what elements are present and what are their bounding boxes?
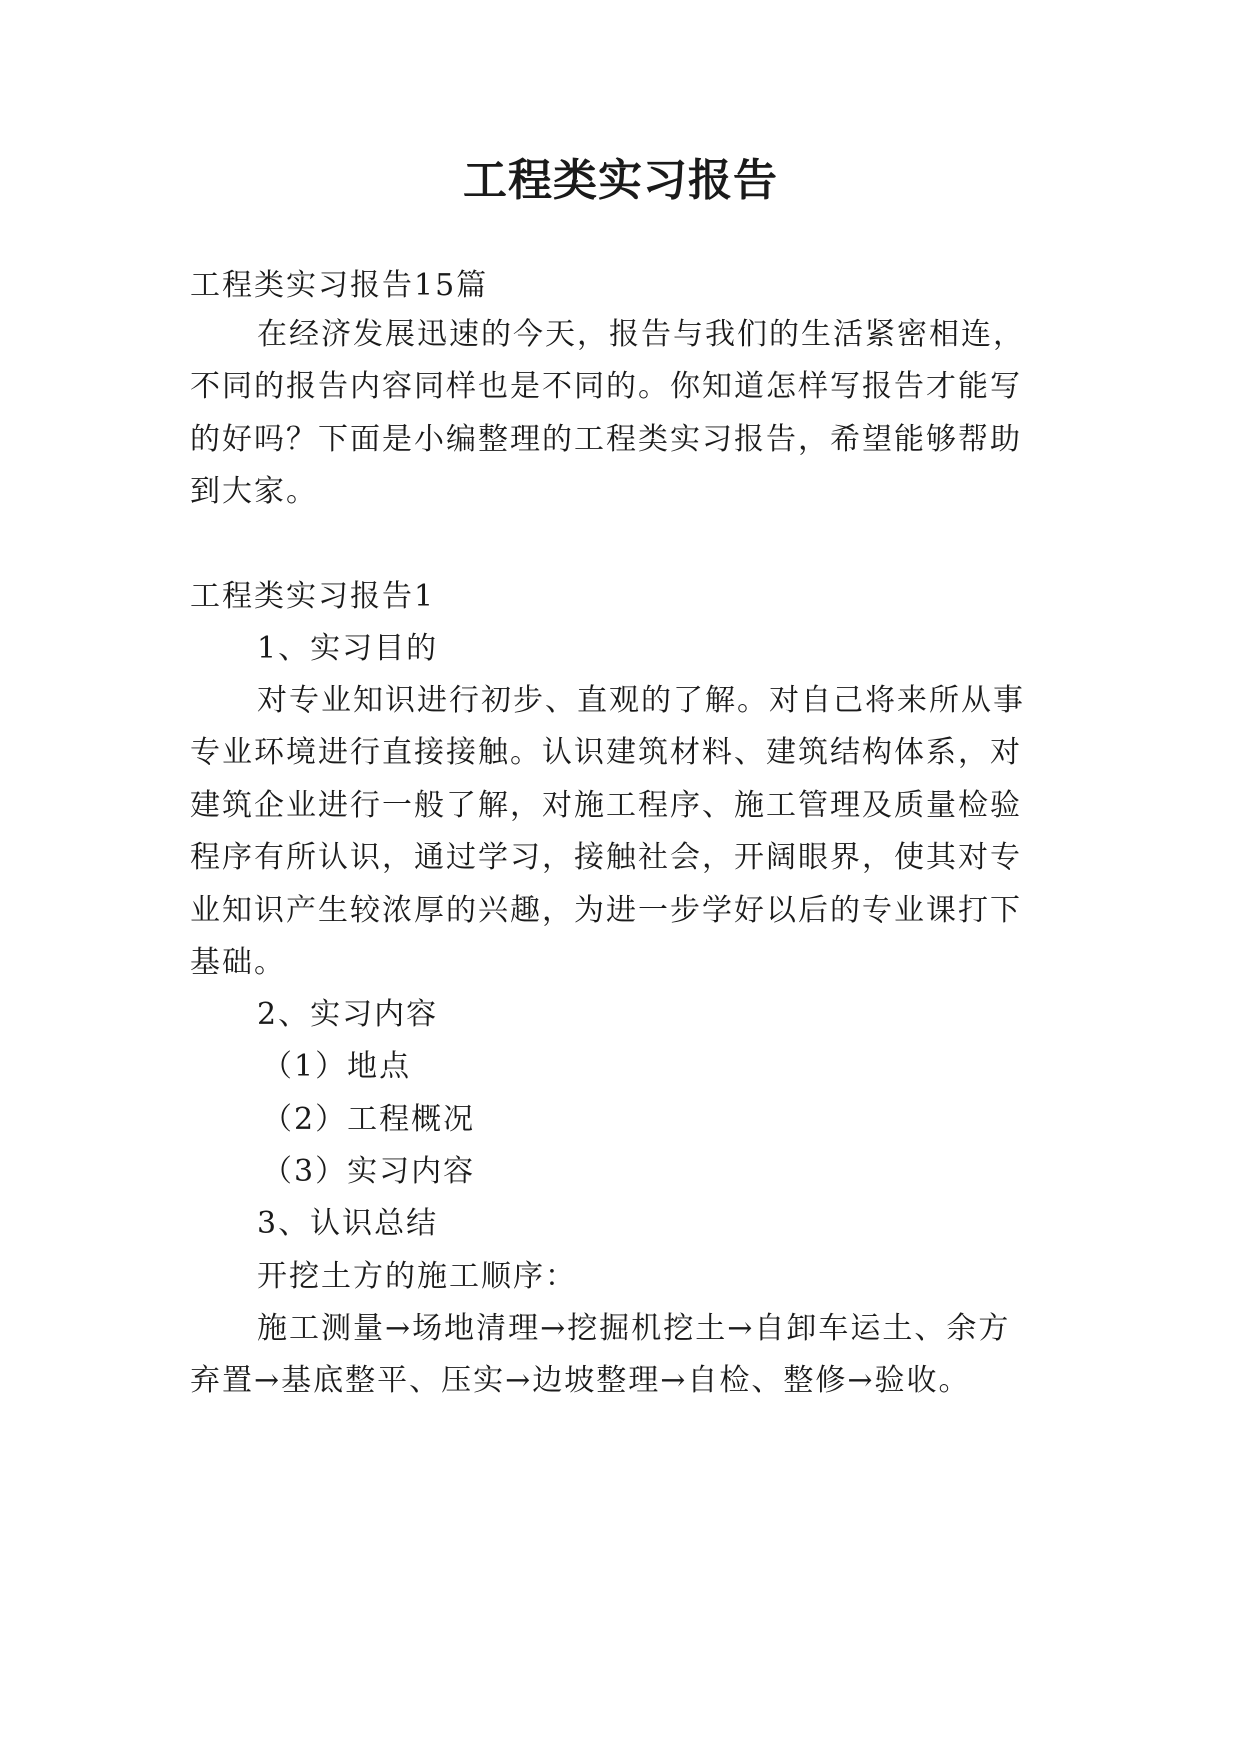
- purpose-line-3: 建筑企业进行一般了解，对施工程序、施工管理及质量检验: [190, 788, 1022, 823]
- purpose-line-2: 专业环境进行直接接触。认识建筑材料、建筑结构体系，对: [190, 735, 1022, 770]
- intro-line-3: 的好吗？下面是小编整理的工程类实习报告，希望能够帮助: [190, 422, 1022, 457]
- document-title: 工程类实习报告: [463, 155, 778, 206]
- item2-heading: 2、实习内容: [257, 997, 439, 1032]
- purpose-line-4: 程序有所认识，通过学习，接触社会，开阔眼界，使其对专: [190, 840, 1022, 875]
- intro-line-4: 到大家。: [190, 474, 318, 509]
- purpose-line-5: 业知识产生较浓厚的兴趣，为进一步学好以后的专业课打下: [190, 893, 1022, 928]
- sub-item-3: （3）实习内容: [262, 1154, 476, 1189]
- sequence-line-1: 施工测量→场地清理→挖掘机挖土→自卸车运土、余方: [257, 1311, 1011, 1346]
- purpose-line-6: 基础。: [190, 945, 286, 980]
- purpose-line-1: 对专业知识进行初步、直观的了解。对自己将来所从事: [257, 683, 1025, 718]
- sub-item-1: （1）地点: [262, 1049, 412, 1084]
- intro-line-1: 在经济发展迅速的今天，报告与我们的生活紧密相连，: [257, 317, 1025, 352]
- subtitle: 工程类实习报告15篇: [190, 268, 489, 303]
- earthwork-label: 开挖土方的施工顺序：: [257, 1259, 577, 1294]
- item1-heading: 1、实习目的: [257, 631, 439, 666]
- item3-heading: 3、认识总结: [257, 1206, 439, 1241]
- sequence-line-2: 弃置→基底整平、压实→边坡整理→自检、整修→验收。: [190, 1363, 971, 1398]
- intro-line-2: 不同的报告内容同样也是不同的。你知道怎样写报告才能写: [190, 369, 1022, 404]
- sub-item-2: （2）工程概况: [262, 1102, 476, 1137]
- section-heading: 工程类实习报告1: [190, 579, 436, 614]
